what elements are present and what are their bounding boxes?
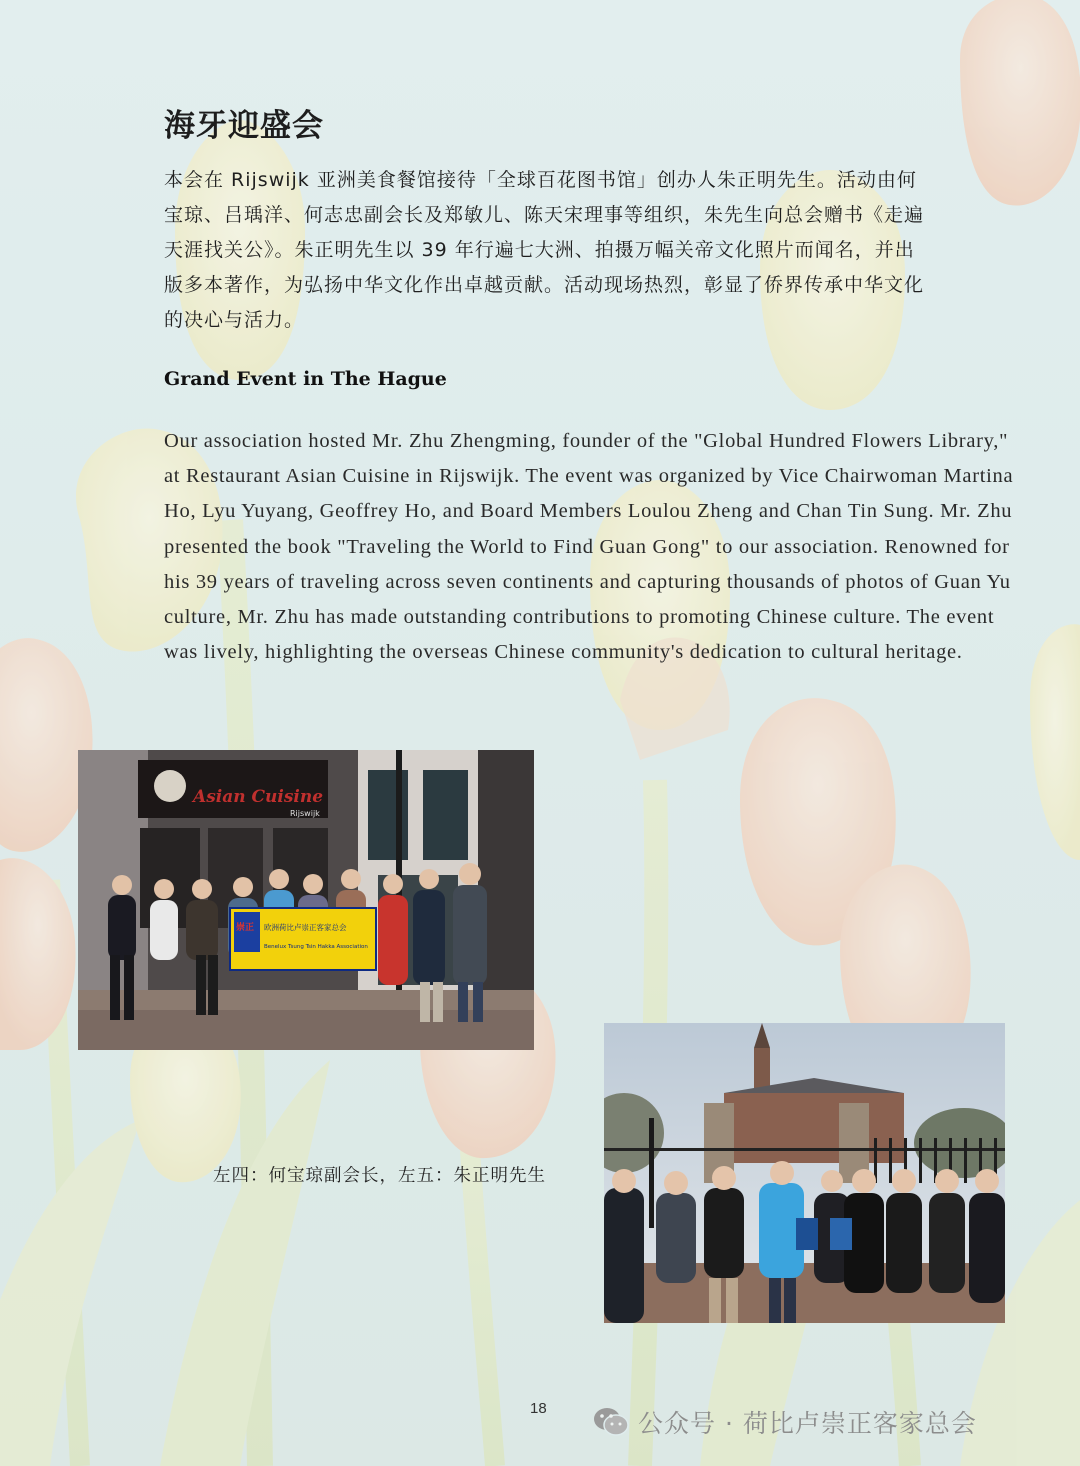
banner-english-text: Benelux Tsung Tsin Hakka Association — [264, 944, 368, 950]
page-number: 18 — [530, 1400, 547, 1417]
banner-badge: 崇正 — [236, 923, 255, 933]
wechat-icon — [592, 1406, 630, 1438]
watermark-text: 公众号 · 荷比卢崇正客家总会 — [638, 1409, 977, 1438]
restaurant-sign-location: Rijswijk — [290, 809, 320, 818]
chinese-section-title: 海牙迎盛会 — [164, 108, 324, 144]
restaurant-sign: Asian Cuisine — [193, 787, 324, 807]
chinese-section-body: 本会在 Rijswijk 亚洲美食餐馆接待「全球百花图书馆」创办人朱正明先生。活动由何宝琼、吕瑀洋、何志忠副会长及郑敏儿、陈天宋理事等组织，朱先生向总会赠书《走遍天涯找关公》。朱正明先生以 39 年行遍七大洲、拍摄万幅关帝文化照片而闻名，并出版多本著作，为弘扬中华文化作出卓越贡献。活动现场热烈，彰显了侨界传承中华文化的决心与活力。 — [164, 169, 925, 331]
english-section-title: Grand Event in The Hague — [164, 368, 447, 390]
restaurant-group-photo — [78, 750, 534, 1050]
peace-palace-group-photo — [604, 1023, 1005, 1323]
photo-caption: 左四：何宝琼副会长，左五：朱正明先生 — [213, 1166, 546, 1186]
wechat-watermark — [592, 1404, 977, 1440]
english-section-body: Our association hosted Mr. Zhu Zhengming, founder of the "Global Hundred Flowers Library," at Restaurant Asian Cuisine in Rijswijk. The event was organized by Vice Chairwoman Martina Ho, Lyu Yuyang, Geoffrey Ho, and Board Members Loulou Zheng and Chan Tin Sung. Mr. Zhu presented the book "Traveling the World to Find Guan Gong" to our association. Renowned for his 39 years of traveling across seven continents and capturing thousands of photos of Guan Yu culture, Mr. Zhu has made outstanding contributions to promoting Chinese culture. The event was lively, highlighting the overseas Chinese community's dedication to cultural heritage. — [164, 430, 1014, 664]
banner-chinese-text: 欧洲荷比卢崇正客家总会 — [264, 923, 347, 932]
